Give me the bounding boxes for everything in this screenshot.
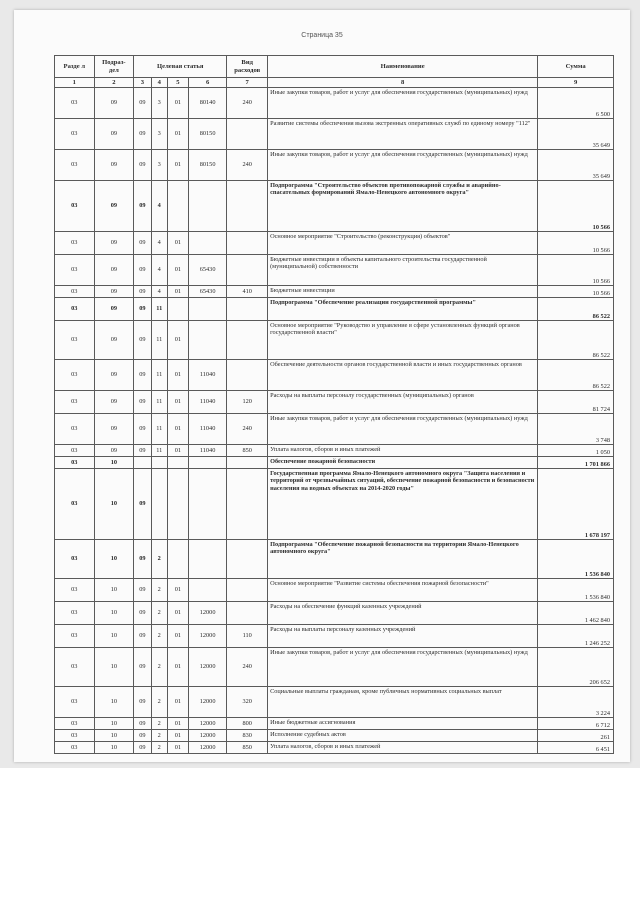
cell-target-subprogram: 3 [151,88,167,119]
cell-target-event [167,457,188,469]
cell-sum: 206 652 [538,648,614,687]
cell-razdel: 03 [55,360,95,391]
cell-sum: 6 500 [538,88,614,119]
cell-target-event: 01 [167,445,188,457]
table-body [55,88,614,754]
cell-podrazdel: 09 [94,360,134,391]
cell-target-program: 09 [134,742,151,754]
cell-name: Бюджетные инвестиции [268,286,538,298]
budget-table [54,55,614,754]
cell-target-program: 09 [134,602,151,625]
header-razdel: Разде л [55,56,95,78]
table-row [55,391,614,414]
cell-razdel: 03 [55,286,95,298]
cell-target-code [188,457,226,469]
cell-sum: 86 522 [538,298,614,321]
cell-target-event: 01 [167,414,188,445]
cell-razdel: 03 [55,602,95,625]
cell-target-program: 09 [134,718,151,730]
cell-podrazdel: 10 [94,625,134,648]
cell-target-subprogram: 4 [151,255,167,286]
table-row [55,232,614,255]
cell-target-code [188,321,226,360]
cell-name: Государственная программа Ямало-Ненецкого автономного округа "Защита населения и территорий от чрезвычайных ситуаций, обеспечение пожарной безопасности и безопасности населения на водных объектах на 2014-2020 годы" [268,469,538,540]
cell-sum: 35 649 [538,119,614,150]
cell-target-subprogram: 2 [151,602,167,625]
cell-target-code: 12000 [188,625,226,648]
cell-target-program: 09 [134,255,151,286]
cell-expense-type: 240 [227,88,268,119]
cell-target-event [167,181,188,232]
cell-podrazdel: 10 [94,730,134,742]
cell-target-program: 09 [134,687,151,718]
cell-target-code [188,469,226,540]
cell-target-code: 11040 [188,414,226,445]
cell-target-program: 09 [134,119,151,150]
table-row [55,687,614,718]
cell-expense-type [227,602,268,625]
cell-expense-type: 830 [227,730,268,742]
cell-razdel: 03 [55,730,95,742]
cell-target-event [167,469,188,540]
cell-expense-type [227,181,268,232]
cell-sum: 35 649 [538,150,614,181]
cell-target-code [188,579,226,602]
cell-target-code: 12000 [188,718,226,730]
cell-podrazdel: 09 [94,119,134,150]
cell-target-program: 09 [134,469,151,540]
cell-target-event: 01 [167,232,188,255]
cell-name: Расходы на выплаты персоналу казенных учреждений [268,625,538,648]
cell-name: Подпрограмма "Обеспечение пожарной безопасности на территории Ямало-Ненецкого автономного округа" [268,540,538,579]
cell-sum: 1 678 197 [538,469,614,540]
cell-razdel: 03 [55,457,95,469]
cell-expense-type: 240 [227,150,268,181]
cell-razdel: 03 [55,391,95,414]
cell-target-code: 11040 [188,445,226,457]
cell-podrazdel: 09 [94,298,134,321]
cell-target-code: 12000 [188,648,226,687]
cell-target-subprogram [151,469,167,540]
cell-name: Расходы на обеспечение функций казенных учреждений [268,602,538,625]
cell-expense-type [227,360,268,391]
cell-podrazdel: 10 [94,687,134,718]
cell-target-event: 01 [167,742,188,754]
cell-razdel: 03 [55,687,95,718]
cell-razdel: 03 [55,119,95,150]
table-row [55,286,614,298]
cell-expense-type: 410 [227,286,268,298]
cell-podrazdel: 09 [94,150,134,181]
cell-sum: 1 536 840 [538,579,614,602]
cell-target-program: 09 [134,414,151,445]
cell-target-code: 80150 [188,119,226,150]
cell-target-event: 01 [167,119,188,150]
cell-razdel: 03 [55,469,95,540]
cell-sum: 3 748 [538,414,614,445]
table-row [55,88,614,119]
cell-target-event: 01 [167,321,188,360]
cell-sum: 86 522 [538,321,614,360]
cell-target-event: 01 [167,286,188,298]
cell-target-event [167,540,188,579]
table-row [55,150,614,181]
table-row [55,457,614,469]
cell-podrazdel: 09 [94,88,134,119]
cell-target-code: 12000 [188,602,226,625]
cell-sum: 3 224 [538,687,614,718]
cell-target-event: 01 [167,579,188,602]
table-row [55,255,614,286]
cell-name: Подпрограмма "Строительство объектов противопожарной службы и аварийно-спасательных формирований Ямало-Ненецкого автономного округа" [268,181,538,232]
table-row [55,718,614,730]
cell-name: Иные закупки товаров, работ и услуг для обеспечения государственных (муниципальных) нужд [268,414,538,445]
cell-name: Подпрограмма "Обеспечение реализации государственной программы" [268,298,538,321]
document-page [14,10,630,762]
cell-razdel: 03 [55,232,95,255]
table-row [55,414,614,445]
cell-target-program: 09 [134,88,151,119]
cell-name: Иные закупки товаров, работ и услуг для обеспечения государственных (муниципальных) нужд [268,150,538,181]
cell-target-program: 09 [134,181,151,232]
cell-target-program: 09 [134,579,151,602]
cell-target-subprogram: 11 [151,298,167,321]
cell-expense-type [227,119,268,150]
table-row [55,625,614,648]
cell-target-code [188,181,226,232]
column-number-row [55,78,614,88]
cell-sum: 81 724 [538,391,614,414]
header-sum: Сумма [538,56,614,78]
cell-name: Иные бюджетные ассигнования [268,718,538,730]
cell-target-program: 09 [134,648,151,687]
cell-target-subprogram: 2 [151,742,167,754]
column-number: 2 [94,78,134,88]
cell-target-event: 01 [167,648,188,687]
cell-target-code: 80140 [188,88,226,119]
cell-podrazdel: 10 [94,540,134,579]
cell-expense-type [227,540,268,579]
column-number: 9 [538,78,614,88]
cell-podrazdel: 09 [94,414,134,445]
cell-target-subprogram: 2 [151,687,167,718]
header-vid: Вид расходов [227,56,268,78]
header-podrazdel: Подраз- дел [94,56,134,78]
header-target: Целевая статья [134,56,227,78]
cell-podrazdel: 10 [94,469,134,540]
cell-target-program: 09 [134,625,151,648]
cell-expense-type: 240 [227,414,268,445]
cell-razdel: 03 [55,625,95,648]
cell-name: Уплата налогов, сборов и иных платежей [268,445,538,457]
cell-target-subprogram [151,457,167,469]
cell-podrazdel: 10 [94,457,134,469]
cell-target-subprogram: 3 [151,119,167,150]
cell-razdel: 03 [55,445,95,457]
cell-target-subprogram: 3 [151,150,167,181]
cell-podrazdel: 10 [94,718,134,730]
cell-target-subprogram: 11 [151,321,167,360]
cell-razdel: 03 [55,181,95,232]
table-row [55,181,614,232]
cell-podrazdel: 09 [94,286,134,298]
table-row [55,119,614,150]
cell-expense-type: 800 [227,718,268,730]
cell-name: Обеспечение пожарной безопасности [268,457,538,469]
cell-razdel: 03 [55,88,95,119]
cell-target-code [188,232,226,255]
table-row [55,648,614,687]
column-number: 4 [151,78,167,88]
cell-target-event: 01 [167,88,188,119]
cell-razdel: 03 [55,742,95,754]
table-row [55,742,614,754]
cell-name: Социальные выплаты гражданам, кроме публичных нормативных социальных выплат [268,687,538,718]
cell-sum: 1 536 840 [538,540,614,579]
cell-name: Иные закупки товаров, работ и услуг для обеспечения государственных (муниципальных) нужд [268,648,538,687]
cell-target-program: 09 [134,286,151,298]
cell-expense-type [227,232,268,255]
cell-target-code [188,298,226,321]
cell-target-subprogram: 2 [151,718,167,730]
cell-sum: 1 462 840 [538,602,614,625]
column-number: 5 [167,78,188,88]
header-name: Наименование [268,56,538,78]
table-header-row [55,56,614,78]
cell-target-subprogram: 4 [151,286,167,298]
cell-target-program: 09 [134,232,151,255]
cell-sum: 10 566 [538,232,614,255]
cell-podrazdel: 10 [94,579,134,602]
cell-razdel: 03 [55,150,95,181]
cell-target-subprogram: 2 [151,730,167,742]
cell-target-program: 09 [134,540,151,579]
cell-razdel: 03 [55,718,95,730]
cell-razdel: 03 [55,255,95,286]
table-row [55,360,614,391]
cell-target-code: 65430 [188,286,226,298]
cell-expense-type [227,321,268,360]
cell-name: Уплата налогов, сборов и иных платежей [268,742,538,754]
cell-target-subprogram: 11 [151,391,167,414]
cell-name: Расходы на выплаты персоналу государственных (муниципальных) органов [268,391,538,414]
cell-target-program: 09 [134,391,151,414]
cell-target-code: 65430 [188,255,226,286]
cell-podrazdel: 10 [94,648,134,687]
table-row [55,469,614,540]
cell-razdel: 03 [55,414,95,445]
cell-target-code: 11040 [188,391,226,414]
cell-name: Иные закупки товаров, работ и услуг для обеспечения государственных (муниципальных) нужд [268,88,538,119]
cell-razdel: 03 [55,579,95,602]
cell-target-event: 01 [167,391,188,414]
cell-name: Бюджетные инвестиции в объекты капитального строительства государственной (муниципальной) собственности [268,255,538,286]
cell-expense-type [227,579,268,602]
table-row [55,602,614,625]
cell-sum: 1 246 252 [538,625,614,648]
cell-target-event: 01 [167,360,188,391]
column-number: 1 [55,78,95,88]
cell-podrazdel: 10 [94,742,134,754]
column-number: 3 [134,78,151,88]
cell-target-subprogram: 11 [151,360,167,391]
cell-name: Основное мероприятие "Развитие системы обеспечения пожарной безопасности" [268,579,538,602]
cell-target-code: 12000 [188,687,226,718]
cell-target-event: 01 [167,625,188,648]
table-row [55,730,614,742]
cell-target-subprogram: 4 [151,232,167,255]
cell-target-program: 09 [134,445,151,457]
cell-sum: 10 566 [538,181,614,232]
cell-target-program: 09 [134,150,151,181]
cell-target-subprogram: 2 [151,579,167,602]
table-row [55,298,614,321]
cell-sum: 10 566 [538,255,614,286]
cell-target-program: 09 [134,730,151,742]
cell-name: Исполнение судебных актов [268,730,538,742]
cell-sum: 1 050 [538,445,614,457]
cell-podrazdel: 09 [94,391,134,414]
cell-expense-type [227,457,268,469]
cell-target-code: 12000 [188,730,226,742]
cell-target-program: 09 [134,298,151,321]
table-row [55,445,614,457]
cell-podrazdel: 09 [94,232,134,255]
cell-target-event: 01 [167,730,188,742]
cell-target-subprogram: 2 [151,648,167,687]
cell-target-event: 01 [167,255,188,286]
cell-expense-type: 850 [227,742,268,754]
cell-name: Развитие системы обеспечения вызова экстренных оперативных служб по единому номеру "112" [268,119,538,150]
cell-target-subprogram: 2 [151,540,167,579]
table-row [55,540,614,579]
cell-target-event [167,298,188,321]
table-row [55,579,614,602]
cell-target-subprogram: 11 [151,414,167,445]
cell-sum: 10 566 [538,286,614,298]
cell-expense-type: 120 [227,391,268,414]
cell-target-subprogram: 4 [151,181,167,232]
cell-razdel: 03 [55,298,95,321]
page-number-label: Страница 35 [301,32,343,39]
cell-target-event: 01 [167,602,188,625]
cell-target-event: 01 [167,687,188,718]
cell-target-subprogram: 2 [151,625,167,648]
cell-podrazdel: 09 [94,321,134,360]
cell-podrazdel: 09 [94,255,134,286]
cell-sum: 1 701 866 [538,457,614,469]
cell-expense-type: 850 [227,445,268,457]
cell-target-program: 09 [134,360,151,391]
cell-razdel: 03 [55,540,95,579]
cell-target-code [188,540,226,579]
cell-podrazdel: 09 [94,181,134,232]
cell-sum: 6 451 [538,742,614,754]
cell-sum: 86 522 [538,360,614,391]
cell-target-program: 09 [134,321,151,360]
cell-razdel: 03 [55,648,95,687]
table-row [55,321,614,360]
cell-razdel: 03 [55,321,95,360]
cell-expense-type: 240 [227,648,268,687]
column-number: 6 [188,78,226,88]
cell-sum: 261 [538,730,614,742]
cell-target-event: 01 [167,150,188,181]
column-number: 7 [227,78,268,88]
cell-expense-type [227,298,268,321]
cell-expense-type: 110 [227,625,268,648]
cell-target-code: 80150 [188,150,226,181]
cell-target-subprogram: 11 [151,445,167,457]
cell-podrazdel: 09 [94,445,134,457]
cell-name: Основное мероприятие "Строительство (реконструкция) объектов" [268,232,538,255]
cell-expense-type: 320 [227,687,268,718]
cell-target-event: 01 [167,718,188,730]
cell-sum: 6 712 [538,718,614,730]
cell-target-program [134,457,151,469]
cell-name: Обеспечение деятельности органов государственной власти и иных государственных органов [268,360,538,391]
column-number: 8 [268,78,538,88]
cell-name: Основное мероприятие "Руководство и управление в сфере установленных функций органов государственной власти" [268,321,538,360]
cell-target-code: 12000 [188,742,226,754]
cell-expense-type [227,255,268,286]
cell-podrazdel: 10 [94,602,134,625]
cell-target-code: 11040 [188,360,226,391]
cell-expense-type [227,469,268,540]
